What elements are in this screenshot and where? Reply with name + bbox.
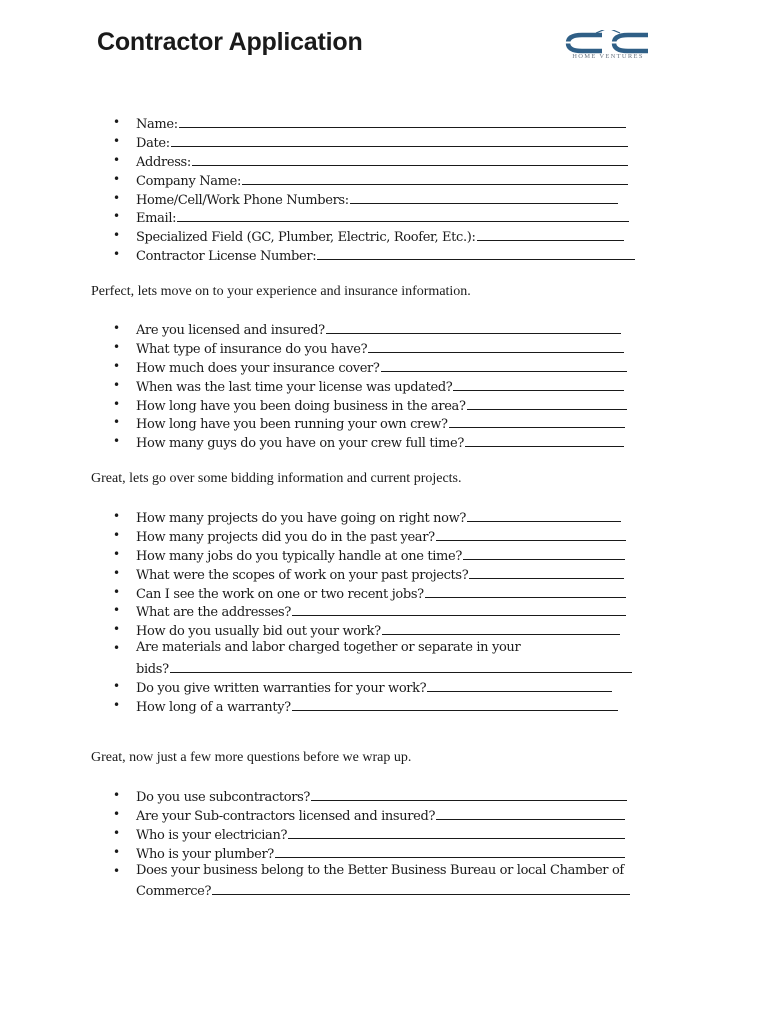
answer-line[interactable]	[381, 357, 627, 372]
bullet-icon: •	[113, 377, 120, 392]
bullet-icon: •	[113, 863, 120, 878]
answer-line[interactable]	[350, 189, 618, 204]
bullet-icon: •	[113, 209, 120, 224]
company-logo	[556, 30, 660, 60]
section-intro: Great, now just a few more questions before we wrap up.	[91, 750, 412, 765]
question-label: Are your Sub-contractors licensed and insured?	[136, 808, 436, 824]
question-label: How many guys do you have on your crew full time?	[136, 436, 464, 452]
answer-line[interactable]	[292, 601, 626, 616]
question-label: How much does your insurance cover?	[136, 360, 380, 376]
question-label: Does your business belong to the Better Business Bureau or local Chamber of	[136, 862, 624, 878]
question-label: What were the scopes of work on your past projects?	[136, 567, 469, 583]
answer-line[interactable]	[170, 658, 632, 673]
question-label: How long of a warranty?	[136, 699, 291, 715]
answer-line[interactable]	[179, 113, 626, 128]
question-label: How long have you been doing business in the area?	[136, 398, 466, 414]
answer-line[interactable]	[477, 226, 624, 241]
answer-line[interactable]	[242, 170, 628, 185]
answer-line[interactable]	[177, 207, 629, 222]
page-title: Contractor Application	[97, 28, 363, 56]
answer-line[interactable]	[288, 824, 625, 839]
question-label: Are materials and labor charged together or separate in your	[136, 640, 521, 656]
question-label: How do you usually bid out your work?	[136, 624, 381, 640]
bullet-icon: •	[113, 247, 120, 262]
section-intro: Great, lets go over some bidding information and current projects.	[91, 471, 462, 486]
question-label: Name:	[136, 117, 178, 132]
question-label: What type of insurance do you have?	[136, 341, 368, 357]
answer-line[interactable]	[467, 395, 627, 410]
bullet-icon: •	[113, 190, 120, 205]
answer-line[interactable]	[317, 245, 635, 260]
answer-line[interactable]	[382, 620, 620, 635]
question-label: Contractor License Number:	[136, 249, 317, 265]
section-intro: Perfect, lets move on to your experience and insurance information.	[91, 284, 471, 299]
answer-line[interactable]	[171, 132, 628, 147]
answer-line[interactable]	[465, 432, 624, 447]
logo-text: HOME VENTURES	[572, 53, 644, 60]
bullet-icon: •	[113, 396, 120, 411]
bullet-icon: •	[113, 584, 120, 599]
question-label: Company Name:	[136, 173, 241, 189]
question-label: How many projects did you do in the past year?	[136, 529, 435, 545]
bullet-icon: •	[113, 825, 120, 840]
answer-line[interactable]	[368, 338, 624, 353]
bullet-icon: •	[113, 641, 120, 656]
question-label: How long have you been running your own crew?	[136, 417, 448, 433]
bullet-icon: •	[113, 321, 120, 335]
answer-line[interactable]	[449, 413, 625, 428]
question-label-continued: bids?	[136, 662, 169, 678]
question-label: Who is your plumber?	[136, 846, 274, 862]
question-label: Can I see the work on one or two recent jobs?	[136, 586, 424, 602]
question-label: How many jobs do you typically handle at one time?	[136, 548, 462, 564]
bullet-icon: •	[113, 679, 120, 694]
answer-line[interactable]	[292, 696, 618, 711]
answer-line[interactable]	[463, 545, 625, 560]
answer-line[interactable]	[425, 583, 626, 598]
bullet-icon: •	[113, 152, 120, 167]
question-label: When was the last time your license was updated?	[136, 379, 453, 395]
bullet-icon: •	[113, 697, 120, 712]
answer-line[interactable]	[326, 319, 621, 334]
answer-line[interactable]	[311, 786, 627, 801]
question-label-continued: Commerce?	[136, 884, 212, 900]
answer-line[interactable]	[467, 507, 621, 522]
question-label: What are the addresses?	[136, 605, 291, 621]
bullet-icon: •	[113, 358, 120, 373]
question-label: Email:	[136, 211, 177, 227]
bullet-icon: •	[113, 509, 120, 523]
answer-line[interactable]	[275, 843, 625, 858]
bullet-icon: •	[113, 622, 120, 637]
answer-line[interactable]	[469, 564, 624, 579]
bullet-icon: •	[113, 546, 120, 561]
answer-line[interactable]	[427, 677, 612, 692]
question-label: Do you give written warranties for your work?	[136, 681, 427, 697]
answer-line[interactable]	[212, 880, 630, 895]
question-label: Date:	[136, 135, 170, 151]
question-label: Address:	[136, 154, 191, 170]
bullet-icon: •	[113, 339, 120, 354]
answer-line[interactable]	[436, 805, 625, 820]
bullet-icon: •	[113, 565, 120, 580]
bullet-icon: •	[113, 844, 120, 859]
bullet-icon: •	[113, 171, 120, 186]
bullet-icon: •	[113, 228, 120, 243]
bullet-icon: •	[113, 788, 120, 802]
question-label: Are you licensed and insured?	[136, 323, 325, 338]
bullet-icon: •	[113, 434, 120, 449]
bullet-icon: •	[113, 806, 120, 821]
answer-line[interactable]	[453, 376, 624, 391]
question-label: Who is your electrician?	[136, 827, 288, 843]
bullet-icon: •	[113, 133, 120, 148]
answer-line[interactable]	[192, 151, 628, 166]
question-label: Specialized Field (GC, Plumber, Electric, Roofer, Etc.):	[136, 230, 476, 246]
bullet-icon: •	[113, 603, 120, 618]
bullet-icon: •	[113, 115, 120, 129]
question-label: Home/Cell/Work Phone Numbers:	[136, 192, 349, 208]
question-label: How many projects do you have going on right now?	[136, 511, 467, 526]
bullet-icon: •	[113, 527, 120, 542]
bullet-icon: •	[113, 415, 120, 430]
question-label: Do you use subcontractors?	[136, 790, 311, 805]
logo-mark-icon	[556, 30, 660, 54]
answer-line[interactable]	[436, 526, 626, 541]
